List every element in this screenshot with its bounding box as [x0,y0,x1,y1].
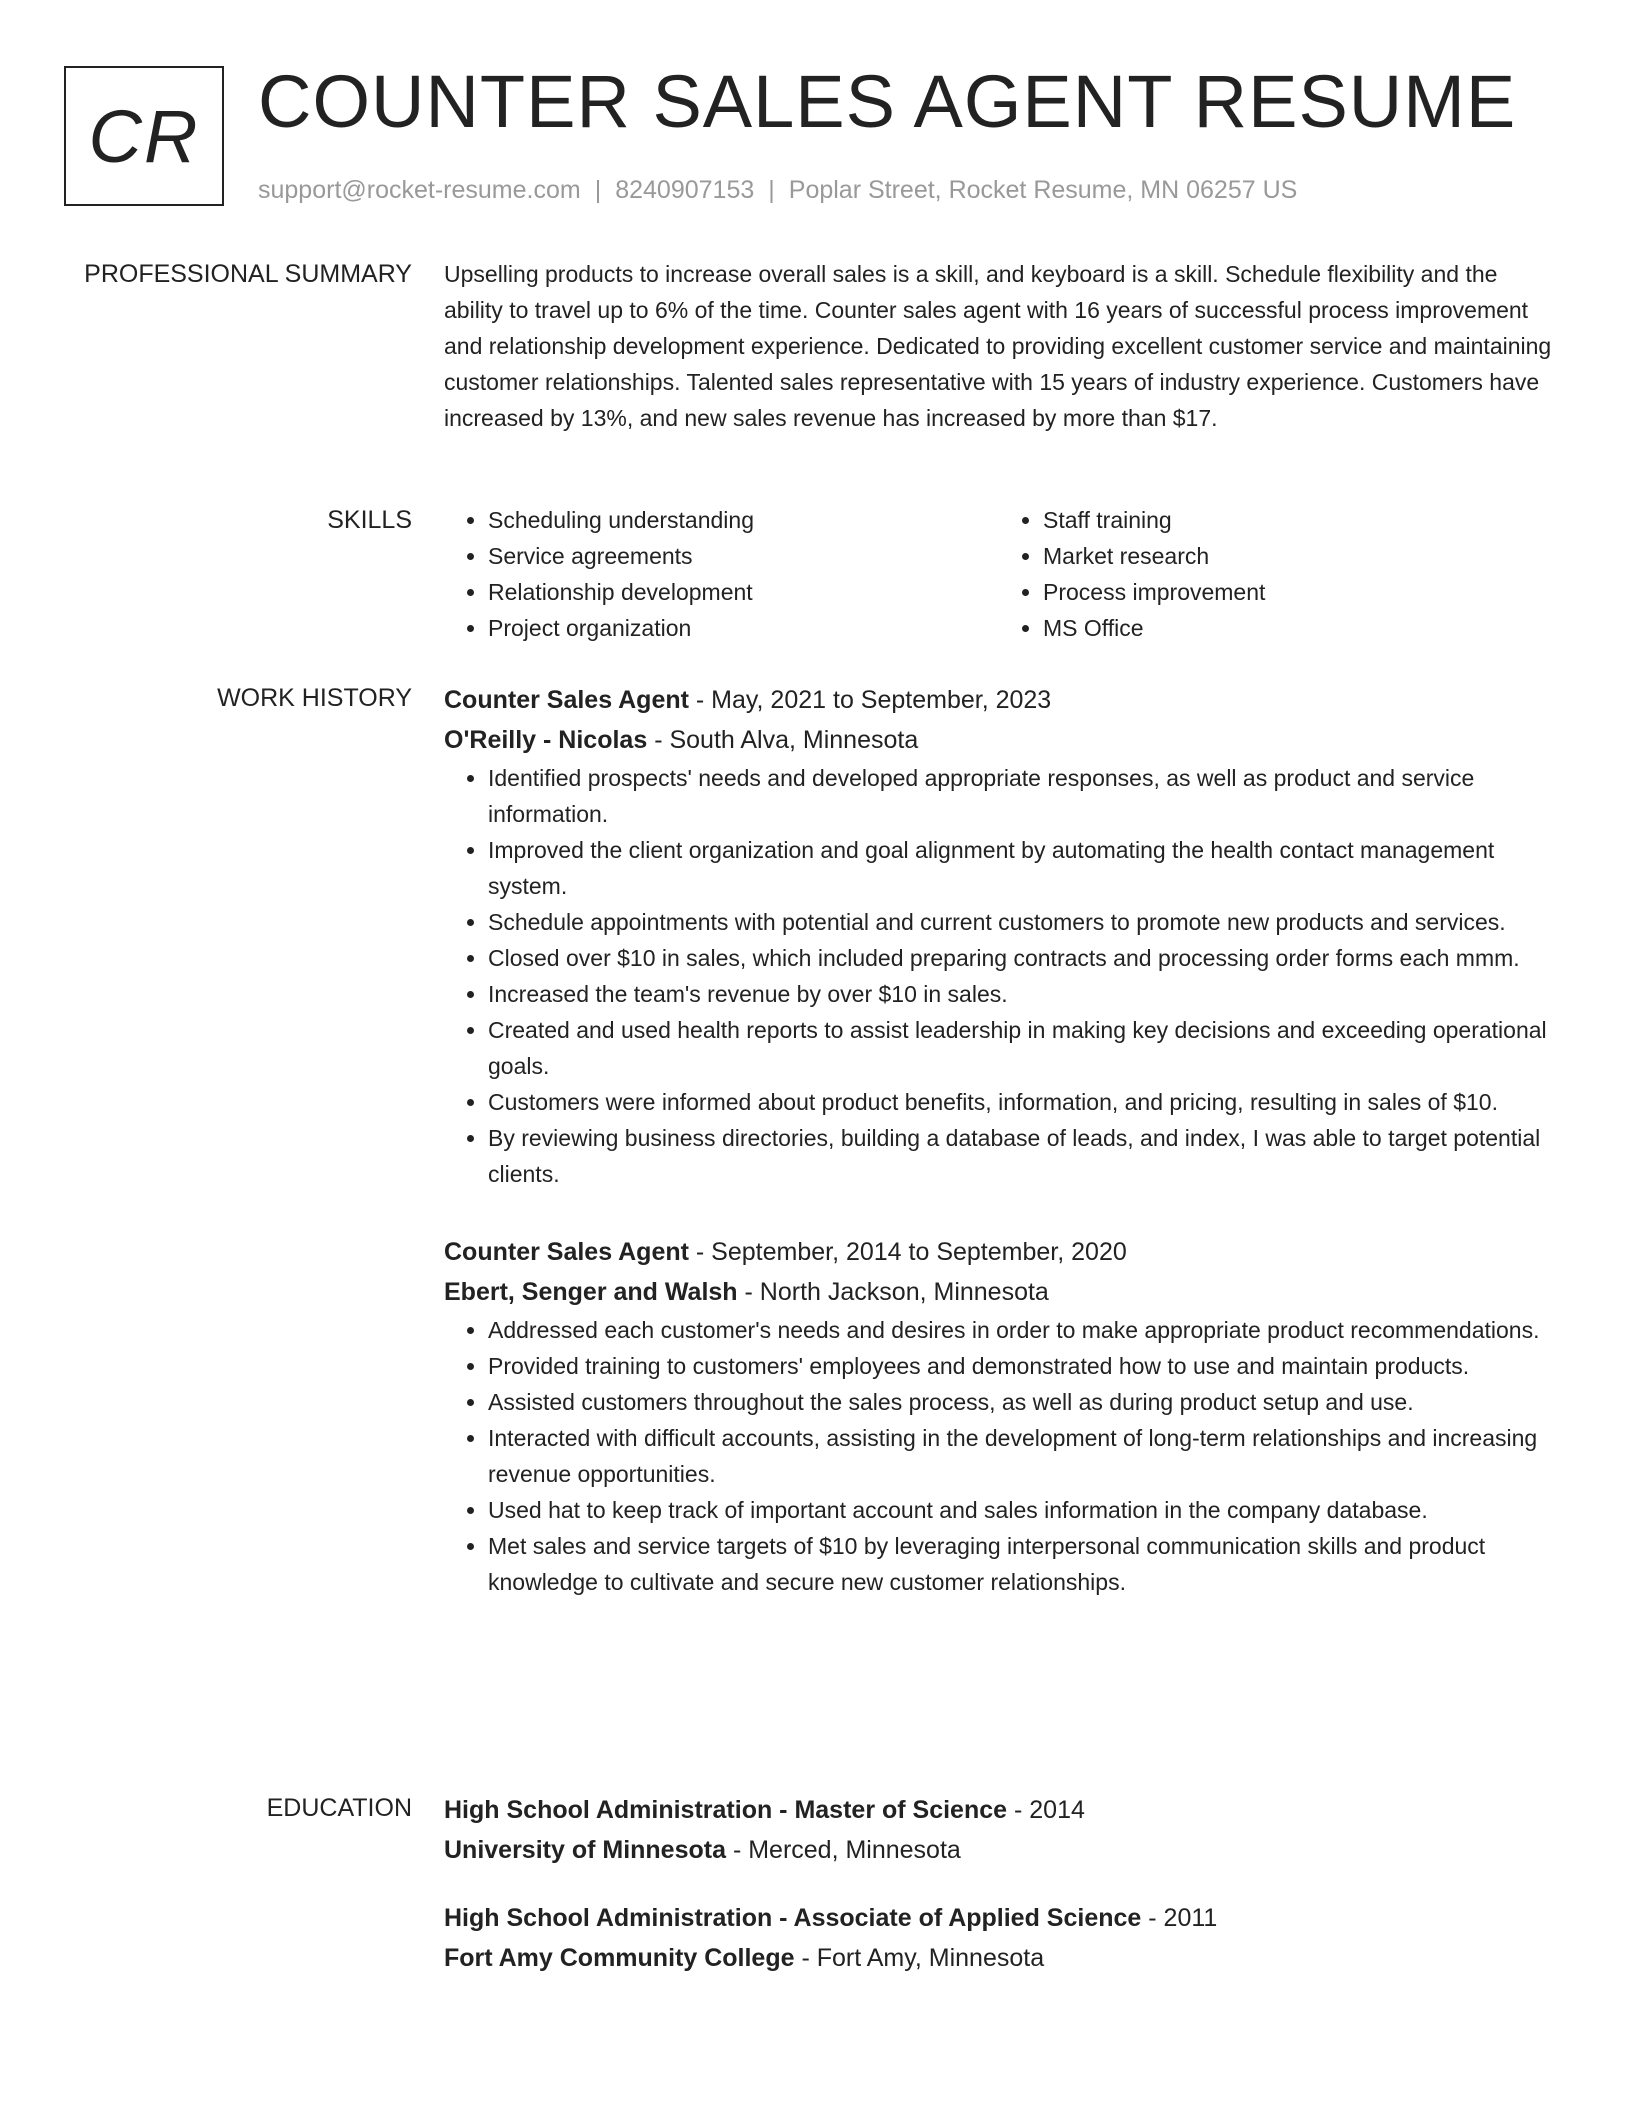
duty-item: • Increased the team's revenue by over $10 in sales. [488,976,1554,1012]
duty-item: • Met sales and service targets of $10 by leveraging interpersonal communication skills and product knowledge to cultivate and secure new customer relationships. [488,1528,1554,1600]
school: Fort Amy Community College [444,1944,795,1972]
skill-item: • Scheduling understanding [488,502,999,538]
skill-item: • Service agreements [488,538,999,574]
education-entry [444,1790,1554,1870]
resume-title: COUNTER SALES AGENT RESUME [258,60,1517,143]
duty-item: • Used hat to keep track of important account and sales information in the company database. [488,1492,1554,1528]
duty-item: • Created and used health reports to assist leadership in making key decisions and exceeding operational goals. [488,1012,1554,1084]
education-label: EDUCATION [266,1794,412,1822]
job-title-line [444,680,1554,720]
contact-separator: | [768,176,775,204]
school-line [444,1938,1554,1978]
job-entry [444,680,1554,1192]
duty-item: • By reviewing business directories, building a database of leads, and index, I was able to target potential clients. [488,1120,1554,1192]
work-content [444,680,1554,1600]
job-company-line [444,1272,1554,1312]
duty-item: • Addressed each customer's needs and desires in order to make appropriate product recommendations. [488,1312,1554,1348]
contact-email: support@rocket-resume.com [258,176,581,204]
work-label: WORK HISTORY [217,684,412,712]
summary-label: PROFESSIONAL SUMMARY [84,260,412,288]
contact-phone: 8240907153 [615,176,755,204]
job-title: Counter Sales Agent [444,686,689,714]
job-duties [444,760,1554,1192]
duty-item: • Assisted customers throughout the sales process, as well as during product setup and use. [488,1384,1554,1420]
education-content [444,1790,1554,1978]
duty-item: • Interacted with difficult accounts, assisting in the development of long-term relationships and increasing revenue opportunities. [488,1420,1554,1492]
duty-item: • Improved the client organization and goal alignment by automating the health contact management system. [488,832,1554,904]
job-company-line [444,720,1554,760]
skill-item: • Project organization [488,610,999,646]
skill-item: • MS Office [1043,610,1554,646]
job-entry [444,1232,1554,1600]
duty-item: • Identified prospects' needs and developed appropriate responses, as well as product and service information. [488,760,1554,832]
skills-content [444,502,1554,646]
school-location: - Fort Amy, Minnesota [794,1944,1045,1972]
degree-line [444,1790,1554,1830]
summary-content [444,256,1554,436]
job-dates: - September, 2014 to September, 2020 [688,1238,1127,1266]
monogram-logo: CR [64,66,224,206]
job-location: - South Alva, Minnesota [647,726,919,754]
degree-line [444,1898,1554,1938]
contact-address: Poplar Street, Rocket Resume, MN 06257 US [788,176,1298,204]
skill-item: • Market research [1043,538,1554,574]
skills-list-right [999,502,1554,646]
skills-label: SKILLS [327,506,412,534]
contact-separator: | [594,176,602,204]
skill-item: • Staff training [1043,502,1554,538]
school-location: - Merced, Minnesota [726,1836,961,1864]
skill-item: • Relationship development [488,574,999,610]
job-title-line [444,1232,1554,1272]
job-duties [444,1312,1554,1600]
duty-item: • Closed over $10 in sales, which included preparing contracts and processing order forms each mmm. [488,940,1554,976]
degree-year: - 2014 [1007,1796,1085,1824]
job-company: Ebert, Senger and Walsh [444,1278,738,1306]
school: University of Minnesota [444,1836,726,1864]
duty-item: • Schedule appointments with potential and current customers to promote new products and services. [488,904,1554,940]
contact-line [258,174,1297,206]
job-company: O'Reilly - Nicolas [444,726,648,754]
degree: High School Administration - Associate of Applied Science [444,1904,1142,1932]
degree-year: - 2011 [1141,1904,1218,1932]
summary-text: Upselling products to increase overall sales is a skill, and keyboard is a skill. Schedule flexibility and the ability to travel up to 6% of the time. Counter sales agent with 16 years of successful process improvement and relationship development experience. Dedicated to providing excellent customer service and maintaining customer relationships. Talented sales representative with 15 years of industry experience. Customers have increased by 13%, and new sales revenue has increased by more than $17. [444,261,1552,431]
skills-list-left [444,502,999,646]
job-dates: - May, 2021 to September, 2023 [688,686,1052,714]
school-line [444,1830,1554,1870]
degree: High School Administration - Master of Science [444,1796,1008,1824]
education-entry [444,1898,1554,1978]
duty-item: • Provided training to customers' employees and demonstrated how to use and maintain products. [488,1348,1554,1384]
job-title: Counter Sales Agent [444,1238,689,1266]
duty-item: • Customers were informed about product benefits, information, and pricing, resulting in sales of $10. [488,1084,1554,1120]
skill-item: • Process improvement [1043,574,1554,610]
job-location: - North Jackson, Minnesota [737,1278,1049,1306]
